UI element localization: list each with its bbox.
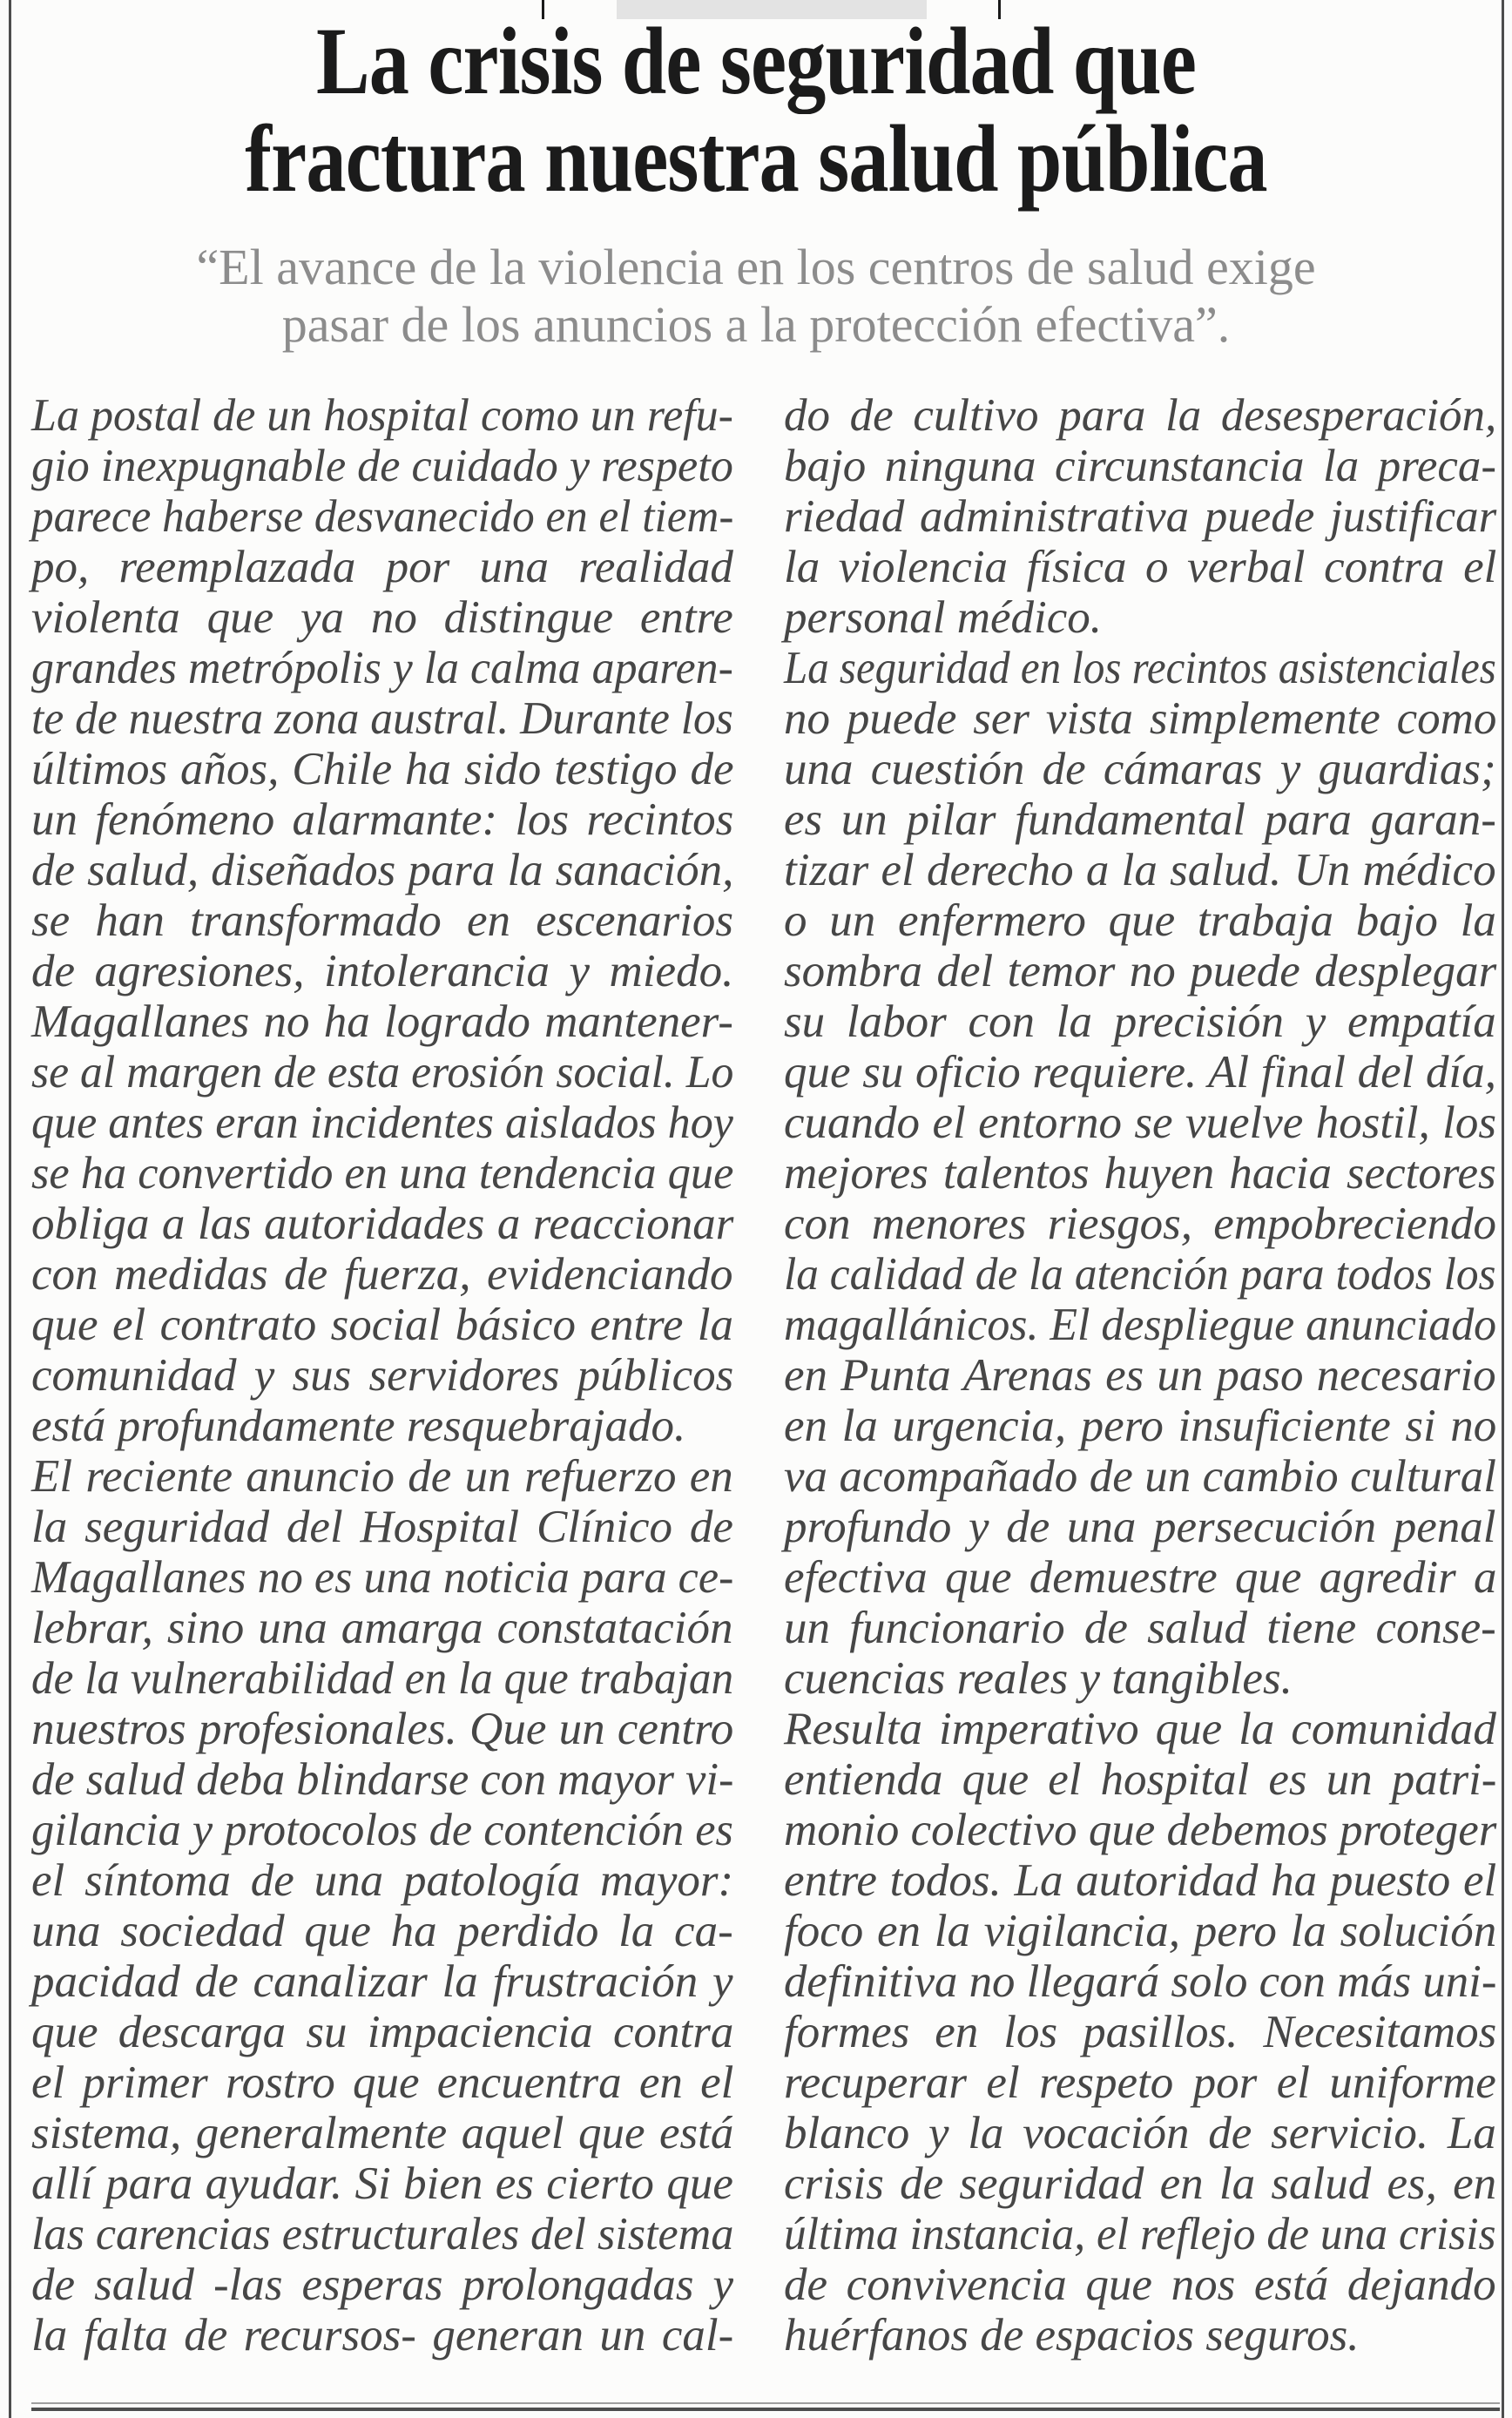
column-right <box>784 390 1496 2361</box>
body-line-text: sombra del temor no puede desplegar <box>784 946 1497 996</box>
body-line <box>784 1855 1496 1906</box>
body-line-text: se al margen de esta erosión social. Lo <box>31 1047 734 1098</box>
body-line-text: en Punta Arenas es un paso necesario <box>784 1350 1496 1401</box>
body-line-text: pacidad de canalizar la frustración y <box>31 1956 733 2007</box>
body-line-text: o un enfermero que trabaja bajo la <box>784 895 1496 946</box>
body-line <box>784 1956 1496 2007</box>
body-line-text: cuencias reales y tangibles. <box>784 1653 1293 1704</box>
body-line <box>31 744 733 794</box>
body-line-text: con medidas de fuerza, evidenciando <box>31 1249 733 1300</box>
body-line-text: la calidad de la atención para todos los <box>784 1249 1496 1300</box>
body-line-text: Magallanes no es una noticia para ce- <box>31 1552 734 1603</box>
body-line <box>31 794 733 845</box>
body-line <box>31 1704 733 1754</box>
body-line <box>31 1805 733 1855</box>
body-line <box>31 2057 733 2108</box>
body-line <box>784 1552 1496 1603</box>
body-line <box>784 2007 1496 2057</box>
body-line <box>784 2158 1496 2209</box>
body-line-text: efectiva que demuestre que agredir a <box>784 1552 1497 1603</box>
body-line <box>31 1199 733 1249</box>
body-line-text: comunidad y sus servidores públicos <box>31 1350 734 1401</box>
body-line-text: entienda que el hospital es un patri- <box>784 1754 1497 1805</box>
body-line-text: foco en la vigilancia, pero la solución <box>784 1906 1497 1956</box>
body-line-text: gio inexpugnable de cuidado y respeto <box>31 441 733 491</box>
body-line <box>784 1502 1496 1552</box>
body-line <box>31 946 733 996</box>
body-line <box>31 1855 733 1906</box>
body-line <box>31 2310 733 2361</box>
body-line <box>31 1350 733 1401</box>
body-line-text: grandes metrópolis y la calma aparen- <box>31 643 733 693</box>
body-line <box>784 441 1496 491</box>
body-line-text: po, reemplazada por una realidad <box>31 542 733 592</box>
body-line-text: de la vulnerabilidad en la que trabajan <box>31 1653 734 1704</box>
body-line <box>784 1249 1496 1300</box>
left-column-rule <box>9 0 11 2418</box>
body-line <box>31 491 733 542</box>
body-line-text: un fenómeno alarmante: los recintos <box>31 794 734 845</box>
body-line-text: bajo ninguna circunstancia la preca- <box>784 441 1497 491</box>
title-line-1: La crisis de seguridad que <box>315 8 1197 114</box>
body-line-text: que el contrato social básico entre la <box>31 1300 734 1350</box>
body-line <box>31 1653 733 1704</box>
subtitle-line-1: “El avance de la violencia en los centros de salud exige <box>196 239 1316 295</box>
body-line-text: una sociedad que ha perdido la ca- <box>31 1906 733 1956</box>
body-line <box>784 2209 1496 2259</box>
body-line <box>784 845 1496 895</box>
body-line <box>31 1552 733 1603</box>
body-line <box>784 996 1496 1047</box>
body-line <box>784 592 1496 643</box>
body-line <box>31 1906 733 1956</box>
body-line <box>784 1603 1496 1653</box>
body-line-text: última instancia, el reflejo de una crisis <box>784 2209 1496 2259</box>
body-line <box>31 1047 733 1098</box>
body-line <box>784 2310 1496 2361</box>
body-line <box>31 1603 733 1653</box>
column-left <box>31 390 733 2361</box>
body-line-text: La seguridad en los recintos asistenciales <box>784 643 1496 693</box>
body-line <box>31 2259 733 2310</box>
body-line-text: su labor con la precisión y empatía <box>784 996 1496 1047</box>
body-line-text: está profundamente resquebrajado. <box>31 1401 686 1451</box>
body-line <box>31 2007 733 2057</box>
body-line-text: te de nuestra zona austral. Durante los <box>31 693 733 744</box>
body-line <box>784 491 1496 542</box>
body-line <box>784 1148 1496 1199</box>
body-line <box>784 390 1496 441</box>
body-line-text: allí para ayudar. Si bien es cierto que <box>31 2158 733 2209</box>
body-line-text: monio colectivo que debemos proteger <box>784 1805 1497 1855</box>
body-line <box>31 2209 733 2259</box>
body-line-text: la violencia física o verbal contra el <box>784 542 1497 592</box>
body-line-text: de salud -las esperas prolongadas y <box>31 2259 734 2310</box>
body-line-text: con menores riesgos, empobreciendo <box>784 1199 1497 1249</box>
body-line <box>784 895 1496 946</box>
body-line-text: obliga a las autoridades a reaccionar <box>31 1199 734 1249</box>
article-header <box>12 8 1500 354</box>
body-line <box>784 1653 1496 1704</box>
body-line <box>31 1401 733 1451</box>
body-line <box>784 1704 1496 1754</box>
body-line <box>31 895 733 946</box>
body-line <box>784 794 1496 845</box>
body-line-text: las carencias estructurales del sistema <box>31 2209 734 2259</box>
body-line-text: que descarga su impaciencia contra <box>31 2007 734 2057</box>
body-line <box>31 1148 733 1199</box>
body-line <box>784 1047 1496 1098</box>
body-line-text: que su oficio requiere. Al final del día, <box>784 1047 1497 1098</box>
body-line-text: Resulta imperativo que la comunidad <box>784 1704 1496 1754</box>
body-line <box>31 2158 733 2209</box>
body-line-text: blanco y la vocación de servicio. La <box>784 2108 1496 2158</box>
body-line-text: que antes eran incidentes aislados hoy <box>31 1098 733 1148</box>
body-line-text: parece haberse desvanecido en el tiem- <box>31 491 734 542</box>
body-line <box>31 1300 733 1350</box>
body-line <box>31 1754 733 1805</box>
body-line-text: crisis de seguridad en la salud es, en <box>784 2158 1497 2209</box>
body-line <box>784 1199 1496 1249</box>
body-line-text: lebrar, sino una amarga constatación <box>31 1603 733 1653</box>
body-line <box>784 2057 1496 2108</box>
subtitle-line-2: pasar de los anuncios a la protección efectiva”. <box>281 296 1231 353</box>
body-line <box>784 1098 1496 1148</box>
body-line <box>31 542 733 592</box>
body-line-text: de agresiones, intolerancia y miedo. <box>31 946 734 996</box>
body-line-text: de salud deba blindarse con mayor vi- <box>31 1754 734 1805</box>
body-line-text: nuestros profesionales. Que un centro <box>31 1704 734 1754</box>
body-line <box>31 845 733 895</box>
body-line-text: riedad administrativa puede justificar <box>784 491 1497 542</box>
body-line-text: cuando el entorno se vuelve hostil, los <box>784 1098 1497 1148</box>
body-line-text: El reciente anuncio de un refuerzo en <box>31 1451 733 1502</box>
body-line-text: la falta de recursos- generan un cal- <box>31 2310 734 2361</box>
body-line-text: sistema, generalmente aquel que está <box>31 2108 734 2158</box>
body-line-text: huérfanos de espacios seguros. <box>784 2310 1360 2361</box>
body-line-text: no puede ser vista simplemente como <box>784 693 1497 744</box>
body-line-text: tizar el derecho a la salud. Un médico <box>784 845 1496 895</box>
body-line <box>31 693 733 744</box>
body-line <box>31 441 733 491</box>
body-line <box>31 1451 733 1502</box>
body-line-text: La postal de un hospital como un refu- <box>31 390 733 441</box>
body-line <box>784 1805 1496 1855</box>
article-title <box>12 8 1500 212</box>
body-line <box>31 2108 733 2158</box>
body-line-text: magallánicos. El despliegue anunciado <box>784 1300 1497 1350</box>
body-line <box>784 2259 1496 2310</box>
body-line-text: entre todos. La autoridad ha puesto el <box>784 1855 1497 1906</box>
bottom-rule-thick <box>31 2408 1500 2411</box>
body-line <box>784 643 1496 693</box>
body-line-text: una cuestión de cámaras y guardias; <box>784 744 1496 794</box>
body-line <box>784 693 1496 744</box>
body-line-text: violenta que ya no distingue entre <box>31 592 733 643</box>
body-line-text: recuperar el respeto por el uniforme <box>784 2057 1496 2108</box>
body-line-text: es un pilar fundamental para garan- <box>784 794 1496 845</box>
body-line-text: en la urgencia, pero insuficiente si no <box>784 1401 1497 1451</box>
body-line <box>31 643 733 693</box>
body-line-text: Magallanes no ha logrado mantener- <box>31 996 733 1047</box>
body-line <box>31 592 733 643</box>
body-line-text: de salud, diseñados para la sanación, <box>31 845 734 895</box>
body-line-text: definitiva no llegará solo con más uni- <box>784 1956 1497 2007</box>
body-line <box>784 2108 1496 2158</box>
body-line-text: gilancia y protocolos de contención es <box>31 1805 733 1855</box>
body-line <box>31 1956 733 2007</box>
body-line <box>31 390 733 441</box>
body-line-text: do de cultivo para la desesperación, <box>784 390 1497 441</box>
body-line-text: profundo y de una persecución penal <box>784 1502 1496 1552</box>
right-column-rule <box>1502 0 1504 2418</box>
body-line <box>31 1502 733 1552</box>
body-line-text: un funcionario de salud tiene conse- <box>784 1603 1496 1653</box>
body-line-text: se ha convertido en una tendencia que <box>31 1148 734 1199</box>
body-line <box>784 744 1496 794</box>
body-line <box>31 1098 733 1148</box>
body-line-text: mejores talentos huyen hacia sectores <box>784 1148 1496 1199</box>
body-line <box>784 1401 1496 1451</box>
body-line-text: últimos años, Chile ha sido testigo de <box>31 744 734 794</box>
body-line-text: formes en los pasillos. Necesitamos <box>784 2007 1497 2057</box>
article-subtitle <box>12 239 1500 354</box>
body-line <box>784 542 1496 592</box>
body-line-text: personal médico. <box>784 592 1103 643</box>
body-line-text: se han transformado en escenarios <box>31 895 733 946</box>
body-line <box>784 1300 1496 1350</box>
title-line-2: fractura nuestra salud pública <box>245 105 1267 212</box>
body-line-text: va acompañado de un cambio cultural <box>784 1451 1496 1502</box>
body-line-text: el primer rostro que encuentra en el <box>31 2057 734 2108</box>
body-line-text: de convivencia que nos está dejando <box>784 2259 1496 2310</box>
body-line <box>784 1350 1496 1401</box>
body-line-text: la seguridad del Hospital Clínico de <box>31 1502 733 1552</box>
bottom-rule-thin <box>31 2402 1500 2404</box>
body-line <box>784 946 1496 996</box>
body-line <box>784 1451 1496 1502</box>
body-line-text: el síntoma de una patología mayor: <box>31 1855 734 1906</box>
body-line <box>784 1906 1496 1956</box>
body-line <box>31 996 733 1047</box>
body-line <box>784 1754 1496 1805</box>
body-line <box>31 1249 733 1300</box>
